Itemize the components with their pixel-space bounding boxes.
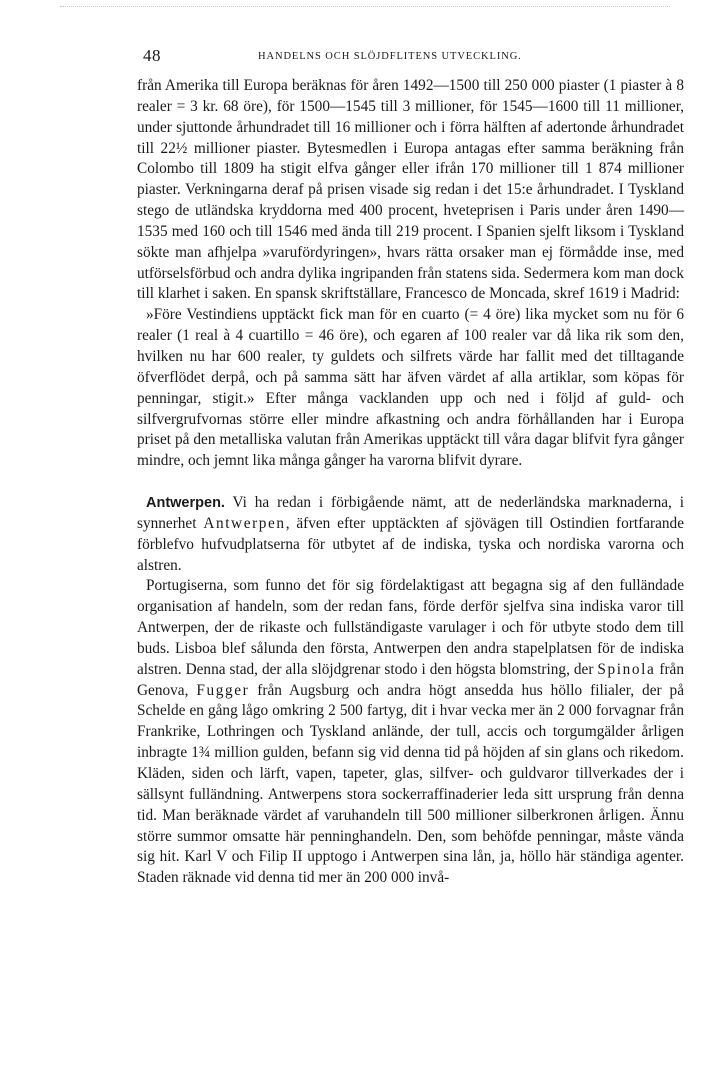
emphasized-name-spinola: Spinola [597,660,656,678]
paragraph-portugiserna [137,576,684,889]
paragraph-text: från Augsburg och andra högt ansedda hus höllo filialer, der på Schelde en gång lågo omkring 2 500 fartyg, dit i hvar vecka mer än 2 000 forvagnar från Frankrike, Lothringen och Tyskland anlände, der tull, accis och torgumgälder årligen inbragte 1¾ million gulden, befann sig vid denna tid på höjden af sin glans och rikedom. Kläden, siden och lärft, vapen, tapeter, glas, silfver- och guldvaror tillverkades der i sällsynt fulländning. Antwerpens stora sockerraffinaderier leda sitt ursprung från denna tid. Man beräknade värdet af varuhandeln till 500 millioner silberkronen årligen. Ännu större summor omsatte här penninghandeln. Den, som behöfde penningar, måste vända sig hit. Karl V och Filip II upptogo i Antwerpen sina lån, ja, höllo här ständiga agenter. Staden räknade vid denna tid mer än 200 000 invå- [137,681,684,887]
body-text [137,76,684,889]
page-number: 48 [143,46,161,65]
scan-edge-line [60,6,670,7]
paragraph-moncada-quote: »Före Vestindiens upptäckt fick man för en cuarto (= 4 öre) lika mycket som nu för 6 realer (1 real à 4 cuartillo = 46 öre), och egaren af 100 realer var då lika rik som den, hvilken nu har 600 realer, ty guldets och silfrets värde har fallit med det tilltagande öfverflödet derpå, och på samma sätt har äfven värdet af alla artiklar, som köpas för penningar, stigit.» Efter många vacklanden upp och ned i följd af guld- och silfvergrufvornas större eller mindre afkastning och andra förhållanden har i Europa priset på den metalliska valutan från Amerikas upptäckt till våra dagar blifvit fyra gånger mindre, och jemnt lika många gånger ha varorna blifvit dyrare. [137,306,684,470]
paragraph-text: , äfven efter upptäckten af sjövägen till Ostindien fortfarande förblefvo hufvudplatserna för utbytet af de indiska, tyska och nordiska varorna och alstren. [137,514,684,574]
running-header [0,46,704,72]
emphasized-name-antwerpen: Antwerpen [203,514,286,532]
section-lead-antwerpen: Antwerpen. [146,495,225,512]
section-gap [137,472,684,493]
paragraph-text: Vi ha redan i förbigående nämt, att de nederländska marknaderna, i synnerhet [137,494,684,532]
emphasized-name-fugger: Fugger [196,681,250,699]
paragraph-price-history: från Amerika till Europa beräknas för åren 1492—1500 till 250 000 piaster (1 piaster à 8 realer = 3 kr. 68 öre), för 1500—1545 till 3 millioner, för 1545—1600 till 11 millioner, under sjuttonde århundradet till 16 millioner och i förra hälften af adertonde århundradet till 22½ millioner piaster. Bytesmedlen i Europa antagas efter samma beräkning från Colombo till 1809 ha stigit elfva gånger eller ifrån 170 millioner till 1 874 millioner piaster. Verkningarna deraf på prisen visade sig redan i det 15:e århundradet. I Tyskland stego de utländska kryddorna med 400 procent, hveteprisen i Paris under åren 1490—1535 med 160 och till 1546 med ända till 219 procent. I Spanien sjelft liksom i Tyskland sökte man afhjelpa »varufördyringen», hvars rätta orsaker man ej förmådde inse, med utförselsförbud och andra dylika ingripanden från statens sida. Sedermera kom man dock till klarhet i saken. En spansk skriftställare, Francesco de Moncada, skref 1619 i Madrid: [137,77,684,303]
running-title: HANDELNS OCH SLÖJDFLITENS UTVECKLING. [258,51,522,62]
paragraph-text: Portugiserna, som funno det för sig fördelaktigast att begagna sig af den fulländade organisation af handeln, som der redan fans, förde derför sjelfva sina indiska varor till Antwerpen, der de rikaste och fullständigaste varulager i och för utbyte stodo dem till buds. Lisboa blef sålunda den första, Antwerpen den andra stapelplatsen för de indiska alstren. Denna stad, der alla slöjdgrenar stodo i den högsta blomstring, der [137,577,684,678]
paragraph-text: från Genova, [137,660,684,699]
paragraph-antwerpen-intro [137,493,684,576]
